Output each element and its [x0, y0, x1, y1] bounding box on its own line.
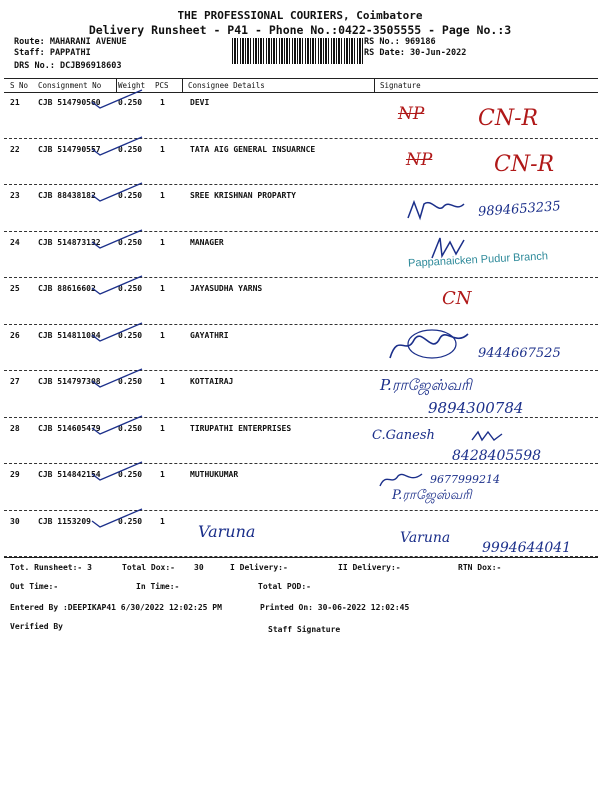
- row-pcs: 1: [160, 423, 165, 433]
- row-consignee: TATA AIG GENERAL INSUARNCE: [190, 144, 316, 154]
- row-pcs: 1: [160, 191, 165, 200]
- handwritten-cnr: CN-R: [494, 152, 555, 177]
- out-time: Out Time:-: [10, 582, 59, 591]
- handwritten-consignee: Varuna: [198, 522, 256, 541]
- runsheet-subtitle: Delivery Runsheet - P41 - Phone No.:0422-3505555 - Page No.:3: [88, 23, 512, 37]
- check-mark-icon: [88, 181, 148, 205]
- handwritten-phone: 9894300784: [428, 399, 524, 417]
- row-consignment: CJB 514842154: [38, 470, 101, 479]
- signature-scribble: [404, 196, 474, 226]
- row-weight: 0.250: [118, 377, 143, 386]
- row-weight: 0.250: [118, 284, 143, 293]
- row-consignee: KOTTAIRAJ: [190, 377, 234, 386]
- row-sno: 27: [10, 377, 20, 386]
- row-consignee: MUTHUKUMAR: [190, 470, 239, 479]
- signature-scribble: [376, 468, 426, 490]
- row-consignment: CJB 514797308: [38, 377, 101, 386]
- row-consignment: CJB 514790560: [38, 98, 101, 107]
- check-mark-icon: [88, 274, 148, 298]
- row-consignment: CJB 88438182: [38, 191, 96, 200]
- staff-label: Staff: PAPPATHI: [14, 48, 91, 58]
- col-consignee: Consignee Details: [188, 81, 265, 90]
- handwritten-name: C.Ganesh: [372, 428, 435, 443]
- route-label: Route: MAHARANI AVENUE: [14, 37, 127, 47]
- row-sno: 21: [10, 98, 20, 107]
- row-consignee: JAYASUDHA YARNS: [190, 284, 263, 293]
- check-mark-icon: [88, 228, 148, 252]
- row-pcs: 1: [160, 516, 165, 526]
- row-consignee: TIRUPATHI ENTERPRISES: [190, 423, 292, 433]
- row-weight: 0.250: [118, 191, 143, 200]
- in-time: In Time:-: [136, 582, 180, 591]
- row-sno: 23: [10, 191, 20, 200]
- row-consignment: CJB 514873132: [38, 237, 101, 247]
- check-mark-icon: [88, 135, 148, 159]
- signature-scribble: [384, 322, 474, 366]
- row-consignment: CJB 88616602: [38, 284, 96, 293]
- row-pcs: 1: [160, 330, 165, 340]
- handwritten-np: NP: [406, 150, 433, 170]
- row-sno: 25: [10, 284, 20, 293]
- row-sno: 30: [10, 516, 20, 526]
- row-pcs: 1: [160, 98, 165, 107]
- row-weight: 0.250: [118, 98, 143, 107]
- ii-delivery: II Delivery:-: [338, 563, 401, 572]
- handwritten-np: NP: [398, 104, 425, 124]
- total-pod: Total POD:-: [258, 582, 311, 591]
- drs-number: DRS No.: DCJB96918603: [14, 61, 122, 71]
- row-consignment: CJB 514811084: [38, 330, 101, 340]
- rtn-dox: RTN Dox:-: [458, 563, 502, 572]
- handwritten-phone: 9677999214: [430, 473, 500, 486]
- handwritten-phone: 9994644041: [482, 540, 572, 556]
- row-sno: 24: [10, 237, 20, 247]
- check-mark-icon: [88, 88, 148, 112]
- row-weight: 0.250: [118, 237, 143, 247]
- staff-signature: Staff Signature: [268, 625, 341, 634]
- row-consignee: SREE KRISHNAN PROPARTY: [190, 191, 296, 200]
- row-consignee: MANAGER: [190, 237, 224, 247]
- check-mark-icon: [88, 414, 148, 438]
- row-consignee: DEVI: [190, 98, 210, 107]
- check-mark-icon: [88, 507, 148, 531]
- row-pcs: 1: [160, 377, 165, 386]
- table-top-rule: [4, 78, 598, 79]
- row-consignment: CJB 514605479: [38, 423, 101, 433]
- signature-scribble: [470, 428, 504, 444]
- handwritten-cnr: CN-R: [478, 106, 539, 131]
- rs-date: RS Date: 30-Jun-2022: [364, 48, 467, 58]
- handwritten-signature: Varuna: [400, 530, 451, 546]
- row-consignee: GAYATHRI: [190, 330, 229, 340]
- total-dox-value: 30: [194, 563, 204, 572]
- row-pcs: 1: [160, 470, 165, 479]
- row-pcs: 1: [160, 284, 165, 293]
- row-consignment: CJB 514790557: [38, 144, 101, 154]
- col-signature: Signature: [380, 81, 421, 90]
- col-sno: S No: [10, 81, 29, 90]
- row-pcs: 1: [160, 144, 165, 154]
- col-consignment: Consignment No: [38, 81, 102, 90]
- entered-by: Entered By :DEEPIKAP41 6/30/2022 12:02:25 PM: [10, 603, 222, 612]
- barcode: [232, 38, 364, 64]
- check-mark-icon: [88, 460, 148, 484]
- handwritten-phone: 9444667525: [478, 346, 561, 361]
- handwritten-phone: 8428405598: [452, 448, 542, 464]
- rs-number: RS No.: 969186: [364, 37, 436, 47]
- check-mark-icon: [88, 321, 148, 345]
- row-sno: 29: [10, 470, 20, 479]
- row-sno: 28: [10, 423, 20, 433]
- total-dox-label: Total Dox:-: [122, 563, 175, 572]
- row-consignment: CJB 1153209: [38, 516, 91, 526]
- col-pcs: PCS: [155, 81, 169, 90]
- branch-stamp: Pappanaicken Pudur Branch: [407, 250, 549, 270]
- row-sno: 26: [10, 330, 20, 340]
- footer-rule: [4, 557, 598, 558]
- row-weight: 0.250: [118, 470, 143, 479]
- handwritten-name: P.ராஜேஸ்வரி: [380, 376, 472, 394]
- tot-runsheet: Tot. Runsheet:- 3: [10, 563, 92, 572]
- check-mark-icon: [88, 367, 148, 391]
- row-weight: 0.250: [118, 144, 143, 154]
- col-weight: Weight: [118, 81, 146, 90]
- i-delivery: I Delivery:-: [230, 563, 288, 572]
- row-weight: 0.250: [118, 516, 143, 526]
- company-title: THE PROFESSIONAL COURIERS, Coimbatore: [177, 9, 423, 22]
- verified-by: Verified By: [10, 622, 63, 631]
- row-weight: 0.250: [118, 330, 143, 340]
- row-weight: 0.250: [118, 423, 143, 433]
- handwritten-phone: 9894653235: [477, 199, 562, 220]
- row-sno: 22: [10, 144, 20, 154]
- printed-on: Printed On: 30-06-2022 12:02:45: [260, 603, 410, 612]
- handwritten-cn: CN: [442, 288, 472, 309]
- row-pcs: 1: [160, 237, 165, 247]
- handwritten-name: P.ராஜேஸ்வரி: [392, 488, 472, 503]
